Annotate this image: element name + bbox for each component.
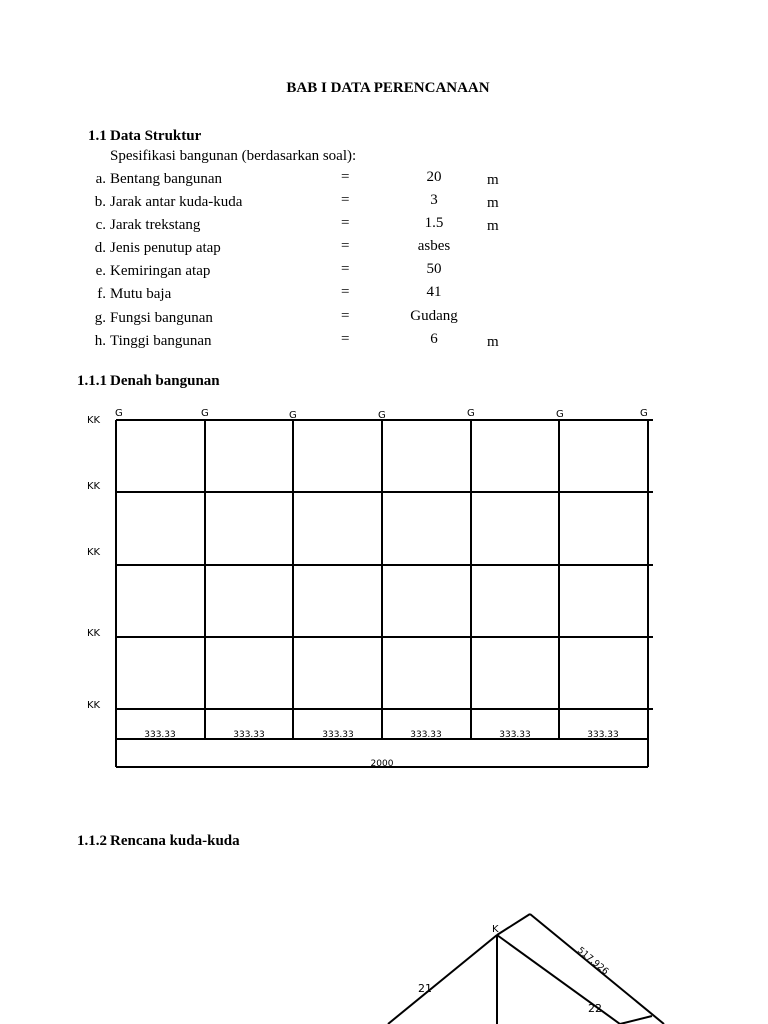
plan-total-dimension: 2000 <box>370 759 394 769</box>
spec-equals: = <box>341 238 350 254</box>
spec-label: Jarak trekstang <box>110 217 201 233</box>
spec-label: Bentang bangunan <box>110 171 223 187</box>
page-title: BAB I DATA PERENCANAAN <box>286 80 490 96</box>
spec-letter: a. <box>95 171 106 187</box>
plan-bay-dimension: 333.33 <box>144 730 176 740</box>
plan-bay-dimension: 333.33 <box>322 730 354 740</box>
subsection-title: Rencana kuda-kuda <box>110 833 240 849</box>
spec-unit: m <box>487 218 499 234</box>
spec-label: Kemiringan atap <box>110 263 211 279</box>
plan-row-label: KK <box>87 628 101 639</box>
truss-member-label: 21 <box>418 982 432 995</box>
floor-plan-drawing <box>0 400 768 780</box>
plan-column-label: G <box>289 410 297 421</box>
spec-equals: = <box>341 308 350 324</box>
plan-gridlines <box>116 420 653 767</box>
plan-row-label: KK <box>87 700 101 711</box>
truss-rafter-left <box>388 935 497 1024</box>
plan-column-label: G <box>640 408 648 419</box>
spec-label: Fungsi bangunan <box>110 310 213 326</box>
plan-column-label: G <box>467 408 475 419</box>
truss-edge <box>620 1016 652 1024</box>
truss-member-label: 22 <box>588 1002 602 1015</box>
spec-unit: m <box>487 195 499 211</box>
spec-label: Jenis penutup atap <box>110 240 221 256</box>
spec-letter: b. <box>94 194 106 210</box>
spec-equals: = <box>341 215 350 231</box>
spec-letter: e. <box>95 263 106 279</box>
spec-value: 6 <box>430 331 438 347</box>
section-title: Data Struktur <box>110 128 202 144</box>
plan-column-label: G <box>556 409 564 420</box>
truss-length-label: 517.926 <box>575 945 611 978</box>
plan-row-label: KK <box>87 481 101 492</box>
spec-value: asbes <box>417 238 451 254</box>
section-intro: Spesifikasi bangunan (berdasarkan soal): <box>110 148 357 164</box>
spec-value: 20 <box>426 169 442 185</box>
plan-column-label: G <box>201 408 209 419</box>
plan-bay-dimension: 333.33 <box>410 730 442 740</box>
spec-letter: f. <box>97 286 106 302</box>
spec-equals: = <box>341 261 350 277</box>
spec-letter: d. <box>94 240 106 256</box>
spec-unit: m <box>487 172 499 188</box>
plan-column-label: G <box>115 408 123 419</box>
spec-label: Mutu baja <box>110 286 172 302</box>
plan-row-label: KK <box>87 547 101 558</box>
truss-apex-label: K <box>492 924 499 935</box>
truss-drawing <box>0 900 768 1024</box>
spec-value: 50 <box>426 261 442 277</box>
subsection-title: Denah bangunan <box>110 373 220 389</box>
subsection-number: 1.1.1 <box>77 373 107 389</box>
spec-equals: = <box>341 169 350 185</box>
spec-letter: h. <box>94 333 106 349</box>
spec-equals: = <box>341 284 350 300</box>
spec-value: 41 <box>426 284 442 300</box>
spec-value: 1.5 <box>424 215 444 231</box>
truss-apex-offset <box>497 914 530 935</box>
spec-equals: = <box>341 331 350 347</box>
spec-letter: g. <box>94 310 106 326</box>
spec-unit: m <box>487 334 499 350</box>
subsection-number: 1.1.2 <box>77 833 107 849</box>
plan-bay-dimension: 333.33 <box>587 730 619 740</box>
plan-bay-dimension: 333.33 <box>499 730 531 740</box>
plan-row-label: KK <box>87 415 101 426</box>
spec-label: Jarak antar kuda-kuda <box>110 194 243 210</box>
spec-value: Gudang <box>410 308 458 324</box>
section-number: 1.1 <box>88 128 107 144</box>
spec-equals: = <box>341 192 350 208</box>
spec-letter: c. <box>95 217 106 233</box>
spec-label: Tinggi bangunan <box>110 333 212 349</box>
truss-members <box>388 914 664 1024</box>
spec-value: 3 <box>430 192 438 208</box>
plan-bay-dimension: 333.33 <box>233 730 265 740</box>
plan-column-label: G <box>378 410 386 421</box>
